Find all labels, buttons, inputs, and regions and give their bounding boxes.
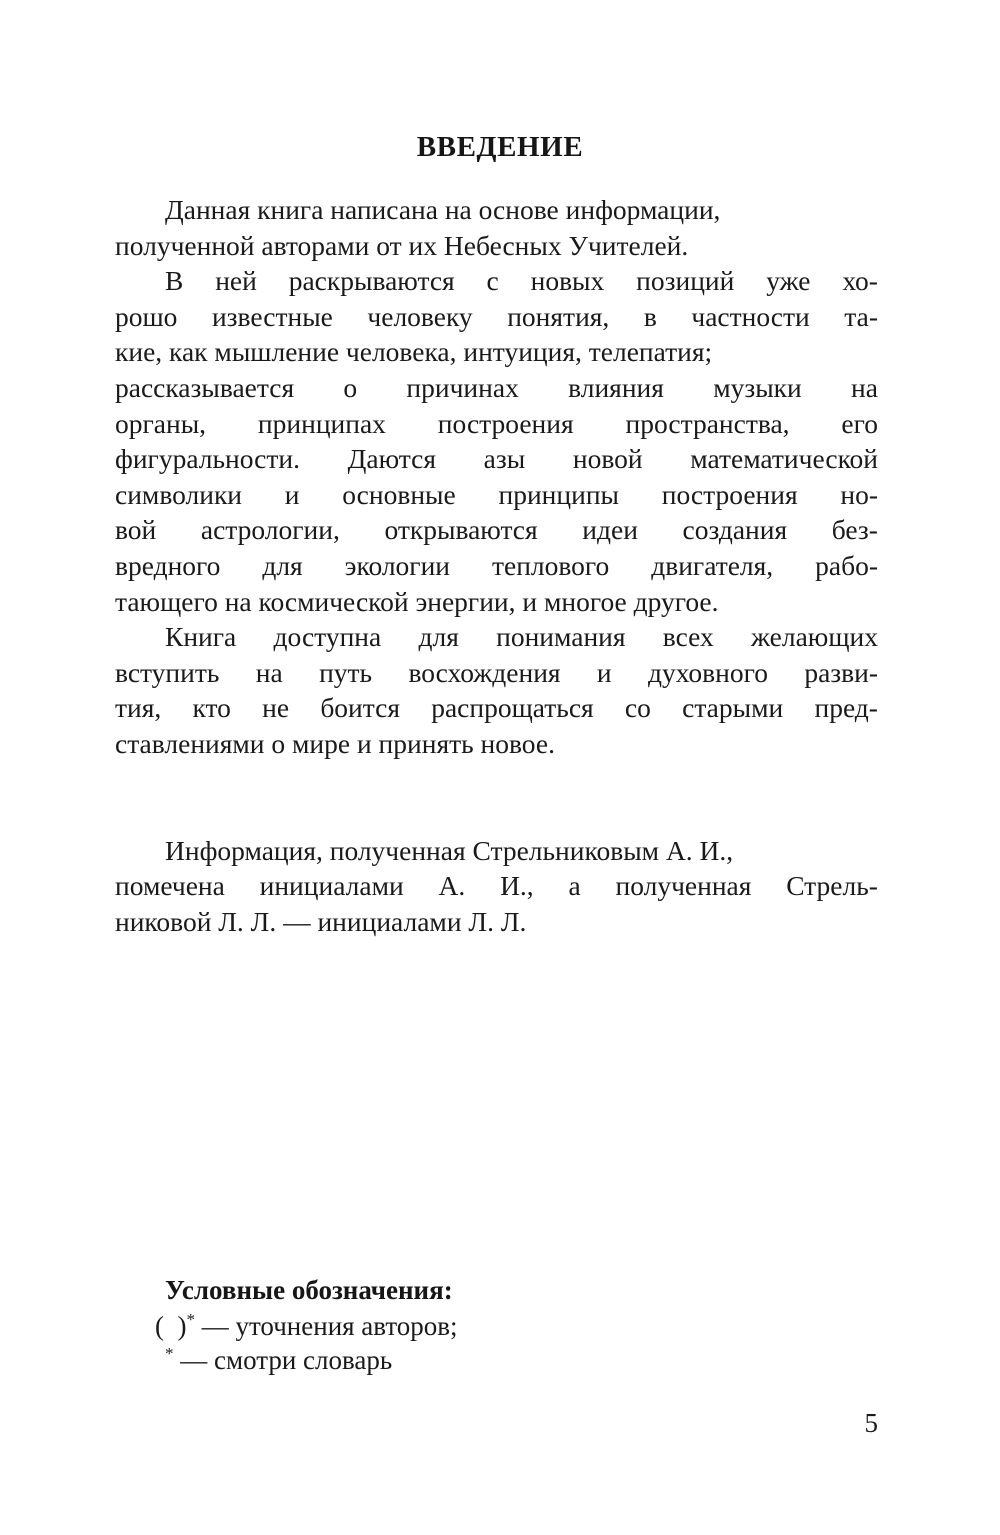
text-word: со [624, 692, 651, 724]
text-word: вредного [115, 549, 221, 581]
text-word: открываются [384, 514, 538, 546]
text-word: распрощаться [431, 692, 594, 724]
legend-entry-description: смотри словарь [214, 1345, 393, 1375]
text-word: А. [438, 870, 466, 902]
text-word: раскрываются [288, 265, 455, 297]
text-word: на [255, 656, 283, 688]
text-word: инициалами [259, 870, 404, 902]
text-word: создания [682, 514, 788, 546]
text-word: человеку [367, 300, 473, 332]
text-line [115, 548, 878, 584]
text-word: понятия, [507, 300, 610, 332]
text-word: Даются [347, 443, 437, 475]
text-line [115, 299, 878, 335]
text-line [115, 868, 878, 904]
text-word: доступна [273, 621, 382, 653]
text-word: тия, [115, 692, 162, 724]
text-word: вой [115, 514, 157, 546]
text-word: всех [662, 621, 714, 653]
text-line [115, 690, 878, 726]
legend-entry-description: уточнения авторов; [235, 1311, 458, 1341]
text-line: полученной авторами от их Небесных Учителей. [115, 229, 689, 261]
text-word: построения [661, 478, 798, 510]
text-word: причинах [406, 371, 519, 403]
text-word: В [165, 265, 184, 297]
text-word: кто [192, 692, 231, 724]
text-line: Данная книга написана на основе информации, [165, 194, 721, 225]
page-number: 5 [864, 1408, 878, 1438]
text-line [115, 406, 878, 442]
text-word: понимания [496, 621, 626, 653]
text-word: И., [500, 870, 534, 902]
text-line: никовой Л. Л. — инициалами Л. Л. [115, 905, 527, 937]
text-word: рошо [115, 300, 178, 332]
text-line [115, 619, 878, 655]
legend-entry [155, 1343, 755, 1377]
text-line: тающего на космической энергии, и многое другое. [115, 585, 719, 617]
text-word: основные [342, 478, 456, 510]
text-word: без- [831, 514, 878, 546]
text-word: новой [572, 443, 643, 475]
text-word: на [851, 371, 878, 403]
text-word: восхождения [408, 656, 561, 688]
text-word: символики [115, 478, 243, 510]
text-word: духовного [647, 656, 768, 688]
legend-block [155, 1272, 755, 1377]
text-line: кие, как мышление человека, интуиция, телепатия; [115, 336, 713, 368]
text-word: Книга [165, 621, 237, 653]
text-word: та- [844, 300, 878, 332]
paragraph-4 [115, 833, 878, 940]
legend-entry [155, 1309, 755, 1343]
text-word: желающих [751, 621, 878, 653]
text-word: но- [840, 478, 878, 510]
text-word: разви- [804, 656, 878, 688]
text-word: принципах [257, 407, 386, 439]
text-word: полученная [615, 870, 752, 902]
paragraph-1 [115, 192, 878, 263]
text-word: органы, [115, 407, 207, 439]
asterisk-icon: * [186, 1310, 195, 1329]
text-word: ней [215, 265, 257, 297]
text-word: влияния [568, 371, 664, 403]
text-word: и [596, 656, 612, 688]
paragraph-separator [115, 762, 878, 833]
text-line: Информация, полученная Стрельниковым А. И., [165, 834, 734, 866]
text-word: двигателя, [651, 549, 774, 581]
text-line: ставлениями о мире и принять новое. [115, 727, 555, 759]
text-word: частности [691, 300, 810, 332]
text-word: пространства, [625, 407, 790, 439]
legend-title: Условные обозначения: [165, 1275, 453, 1305]
text-line [115, 655, 878, 691]
text-line [115, 370, 878, 406]
text-word: построения [437, 407, 574, 439]
text-word: вступить [115, 656, 220, 688]
asterisk-icon: * [165, 1344, 174, 1363]
text-word: позиций [636, 265, 735, 297]
text-word: старыми [682, 692, 784, 724]
legend-entry-separator: — [173, 1345, 214, 1375]
legend-entry-separator: — [194, 1311, 236, 1341]
text-word: путь [319, 656, 373, 688]
text-word: уже [766, 265, 811, 297]
text-word: экологии [344, 549, 451, 581]
text-word: а [568, 870, 581, 902]
text-word: Стрель- [786, 870, 878, 902]
text-word: музыки [713, 371, 802, 403]
text-word: его [841, 407, 878, 439]
text-word: не [262, 692, 290, 724]
text-word: в [643, 300, 657, 332]
text-word: новых [530, 265, 605, 297]
text-word: о [343, 371, 358, 403]
text-word: помечена [115, 870, 225, 902]
legend-entry-symbol: ( ) [155, 1311, 187, 1341]
text-line [115, 512, 878, 548]
text-word: идеи [582, 514, 638, 546]
text-word: и [284, 478, 300, 510]
text-word: астрологии, [200, 514, 340, 546]
text-word: боится [320, 692, 400, 724]
text-line [115, 477, 878, 513]
text-word: с [486, 265, 499, 297]
text-word: для [262, 549, 303, 581]
text-word: фигуральности. [115, 443, 300, 475]
text-word: азы [483, 443, 526, 475]
body-text-block [115, 192, 878, 939]
text-word: хо- [842, 265, 878, 297]
page-title: ВВЕДЕНИЕ [416, 131, 584, 163]
text-word: для [418, 621, 459, 653]
paragraph-2 [115, 263, 878, 619]
text-word: рассказывается [115, 371, 295, 403]
text-line [115, 263, 878, 299]
text-word: пред- [814, 692, 878, 724]
text-word: известные [211, 300, 333, 332]
text-word: теплового [491, 549, 610, 581]
text-word: принципы [498, 478, 620, 510]
paragraph-3 [115, 619, 878, 761]
text-word: математической [690, 443, 878, 475]
text-word: рабо- [815, 549, 878, 581]
text-line [115, 441, 878, 477]
